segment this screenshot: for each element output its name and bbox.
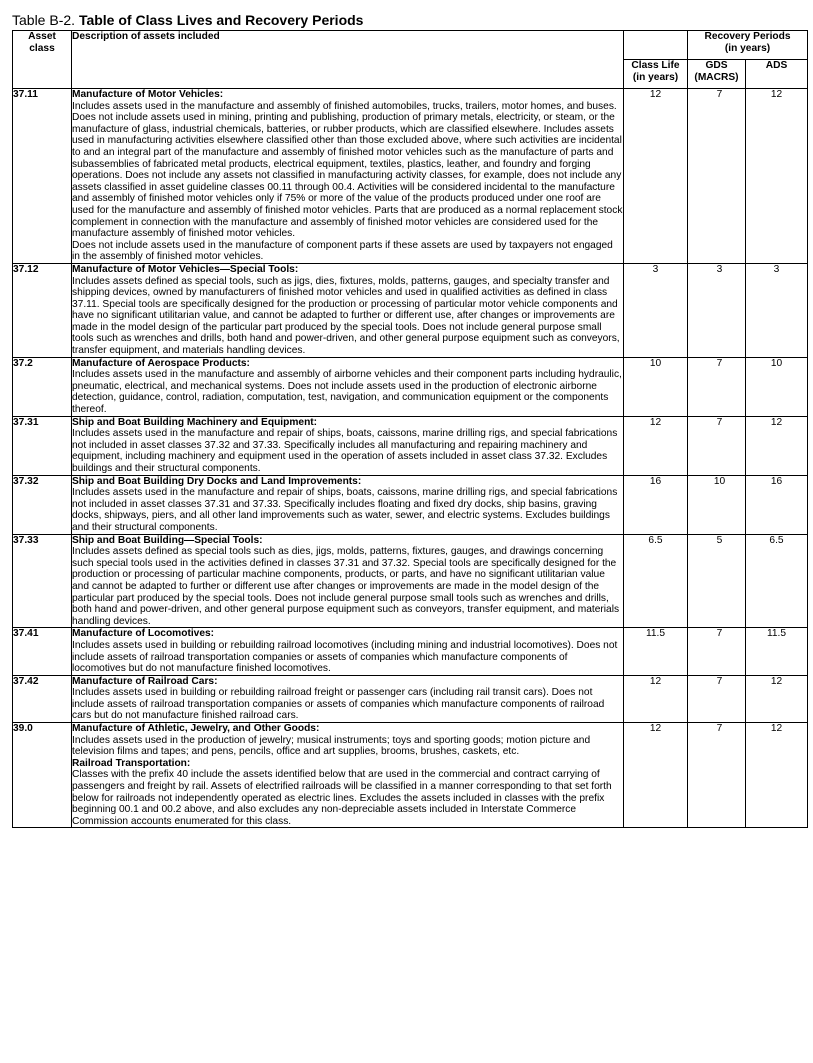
table-row <box>13 675 808 722</box>
class-life-cell: 16 <box>624 475 688 534</box>
asset-name: Manufacture of Locomotives: <box>72 628 215 640</box>
ads-header: ADS <box>746 60 808 89</box>
description-cell <box>72 357 624 416</box>
description-cell <box>72 723 624 828</box>
class-life-cell: 12 <box>624 723 688 828</box>
asset-name: Manufacture of Motor Vehicles—Special Tools: <box>72 263 299 275</box>
gds-cell: 3 <box>688 263 746 357</box>
ads-cell: 6.5 <box>746 534 808 628</box>
gds-header-line1: GDS <box>705 60 728 71</box>
asset-name: Ship and Boat Building Dry Docks and Land Improvements: <box>72 475 362 487</box>
asset-class-cell: 37.12 <box>13 263 72 357</box>
gds-cell: 10 <box>688 475 746 534</box>
recovery-periods-line2: (in years) <box>724 42 771 54</box>
class-life-cell: 12 <box>624 416 688 475</box>
ads-cell: 12 <box>746 89 808 264</box>
header-row <box>13 31 808 60</box>
ads-cell: 3 <box>746 263 808 357</box>
class-life-cell: 11.5 <box>624 628 688 675</box>
asset-name: Manufacture of Railroad Cars: <box>72 675 218 687</box>
gds-cell: 7 <box>688 357 746 416</box>
section-subtext: Classes with the prefix 40 include the assets identified below that are used in the commercial and contract carrying of passengers and freight by rail. Assets of electrified railroads will be classified in a manner corresponding to that set forth below for railroads not independently operated as electric lines. Excludes the assets included in classes with the prefix beginning 00.1 and 00.2 above, and also excludes any non-depreciable assets included in Interstate Commerce Commission accounts enumerated for this class. <box>72 769 612 827</box>
gds-cell: 7 <box>688 675 746 722</box>
asset-class-cell: 39.0 <box>13 723 72 828</box>
ads-cell: 16 <box>746 475 808 534</box>
asset-class-cell: 37.2 <box>13 357 72 416</box>
asset-name: Manufacture of Aerospace Products: <box>72 357 250 369</box>
class-lives-table <box>12 30 808 828</box>
description-header: Description of assets included <box>72 31 624 89</box>
ads-cell: 12 <box>746 675 808 722</box>
gds-cell: 5 <box>688 534 746 628</box>
asset-class-header-line2: class <box>29 42 55 54</box>
class-life-cell: 12 <box>624 89 688 264</box>
class-life-cell: 6.5 <box>624 534 688 628</box>
table-title <box>12 11 363 29</box>
description-cell <box>72 675 624 722</box>
asset-description: Includes assets used in the manufacture and repair of ships, boats, caissons, marine drilling rigs, and special fabrications not included in asset classes 37.32 and 37.33. Specifically includes all manufacturing and repairing machinery and equipment, including machinery and equipment used in the operation of assets included in asset class 37.32. Excludes buildings and their structural components. <box>72 428 618 474</box>
table-number: Table B-2. <box>12 12 76 28</box>
gds-cell: 7 <box>688 89 746 264</box>
gds-cell: 7 <box>688 416 746 475</box>
class-life-cell: 12 <box>624 675 688 722</box>
asset-description: Includes assets used in the manufacture and assembly of finished automobiles, trucks, trailers, motor homes, and buses. Does not include assets used in mining, printing and publishing, production of primary metals, electricity, or steam, or the manufacture of glass, industrial chemicals, batteries, or rubber products, which are classified elsewhere. Includes assets used in manufacturing activities elsewhere classified other than those excluded above, where such activities are incidental to and an integral part of the manufacture and assembly of finished motor vehicles such as the manufacture of parts and subassemblies of fabricated metal products, electrical equipment, textiles, plastics, leather, and foundry and forging operations. Does not include any assets not classified in manufacturing activity classes, for example, does not include any assets classified in asset guideline classes 00.11 through 00.4. Activities will be considered incidental to the manufacture and assembly of finished motor vehicles only if 75% or more of the value of the products produced under one roof are used for the manufacture and assembly of finished motor vehicles. Parts that are produced as a normal replacement stock complement in connection with the manufacture and assembly of finished motor vehicles are considered used for the manufacture assembly of finished motor vehicles. <box>72 100 623 240</box>
asset-description: Includes assets used in the production of jewelry; musical instruments; toys and sporting goods; motion picture and television films and tapes; and pens, pencils, office and art supplies, brooms, brushes, caskets, etc. <box>72 734 591 758</box>
table-row <box>13 723 808 828</box>
class-life-cell: 10 <box>624 357 688 416</box>
description-cell <box>72 628 624 675</box>
table-row <box>13 628 808 675</box>
gds-cell: 7 <box>688 723 746 828</box>
table-row <box>13 475 808 534</box>
asset-description: Includes assets used in the manufacture and repair of ships, boats, caissons, marine drilling rigs, and special fabrications not included in asset classes 37.31 and 37.33. Specifically includes floating and fixed dry docks, ship basins, graving docks, shipways, piers, and all other land improvements such as water, sewer, and electric systems. Excludes buildings and their structural components. <box>72 487 618 533</box>
table-row <box>13 416 808 475</box>
ads-cell: 11.5 <box>746 628 808 675</box>
class-life-cell: 3 <box>624 263 688 357</box>
class-life-header <box>624 60 688 89</box>
table-row <box>13 263 808 357</box>
ads-cell: 12 <box>746 723 808 828</box>
description-cell <box>72 416 624 475</box>
asset-description: Includes assets used in building or rebuilding railroad freight or passenger cars (including rail transit cars). Does not include assets of railroad transportation companies or assets of companies which manufacture components of railroad cars but do not manufacture finished railroad cars. <box>72 687 605 722</box>
table-row <box>13 534 808 628</box>
asset-note: Does not include assets used in the manufacture of component parts if these assets are used by taxpayers not engaged in the assembly of finished motor vehicles. <box>72 239 613 263</box>
asset-class-cell: 37.42 <box>13 675 72 722</box>
class-life-header-line1: Class Life <box>631 60 680 71</box>
asset-class-cell: 37.41 <box>13 628 72 675</box>
recovery-periods-header <box>688 31 808 60</box>
asset-description: Includes assets used in the manufacture and assembly of airborne vehicles and their component parts including hydraulic, pneumatic, electrical, and mechanical systems. Does not include assets used in the production of electronic airborne detection, guidance, control, radiation, computation, test, navigation, and communication equipment or the components thereof. <box>72 369 622 416</box>
gds-header-line2: (MACRS) <box>694 71 739 83</box>
asset-class-header-line1: Asset <box>28 31 56 42</box>
asset-class-cell: 37.32 <box>13 475 72 534</box>
description-cell <box>72 263 624 357</box>
asset-description: Includes assets defined as special tools such as dies, jigs, molds, patterns, fixtures, gauges, and drawings concerning such special tools used in the activities defined in classes 37.31 and 37.32. Special tools are specifically designed for the production or processing of particular machine components, products, or parts, and have no significant utilitarian value and cannot be adapted to further or different use after changes or improvements are made in the model design of the particular part produced by the special tools. Does not include general purpose small tools such as wrenches and drills, both hand and power-driven, and other general purpose equipment such as conveyors, transfer equipment, and materials handling devices. <box>72 546 620 627</box>
ads-cell: 10 <box>746 357 808 416</box>
table-row <box>13 89 808 264</box>
asset-class-cell: 37.31 <box>13 416 72 475</box>
asset-description: Includes assets used in building or rebuilding railroad locomotives (including mining and industrial locomotives). Does not include assets of railroad transportation companies or assets of companies which manufacture components of locomotives but do not manufacture finished locomotives. <box>72 639 618 675</box>
class-life-header-spacer <box>624 31 688 60</box>
asset-name: Ship and Boat Building Machinery and Equipment: <box>72 416 318 428</box>
asset-name: Ship and Boat Building—Special Tools: <box>72 534 263 546</box>
gds-header <box>688 60 746 89</box>
recovery-periods-line1: Recovery Periods <box>704 31 791 42</box>
table-row <box>13 357 808 416</box>
description-cell <box>72 475 624 534</box>
asset-name: Manufacture of Motor Vehicles: <box>72 89 224 100</box>
asset-class-cell: 37.33 <box>13 534 72 628</box>
class-life-header-line2: (in years) <box>632 71 679 83</box>
asset-class-cell: 37.11 <box>13 89 72 264</box>
gds-cell: 7 <box>688 628 746 675</box>
ads-cell: 12 <box>746 416 808 475</box>
table-title-text: Table of Class Lives and Recovery Periods <box>78 12 364 28</box>
asset-class-header <box>13 31 72 89</box>
asset-name: Manufacture of Athletic, Jewelry, and Other Goods: <box>72 723 320 735</box>
section-subheading: Railroad Transportation: <box>72 757 191 769</box>
description-cell <box>72 534 624 628</box>
description-cell <box>72 89 624 264</box>
asset-description: Includes assets defined as special tools, such as jigs, dies, fixtures, molds, patterns, gauges, and specialty transfer and shipping devices, owned by manufacturers of finished motor vehicles and used in qualified activities as defined in class 37.11. Special tools are specifically designed for the production or processing of particular motor vehicle components and have no significant utilitarian value, and cannot be adapted to further or different use, after changes or improvements are made in the model design of the particular part produced by the special tools. Does not include general purpose small tools such as wrenches and drills, both hand and power-driven, and other general purpose equipment such as conveyors, transfer equipment, and materials handling devices. <box>72 275 620 357</box>
